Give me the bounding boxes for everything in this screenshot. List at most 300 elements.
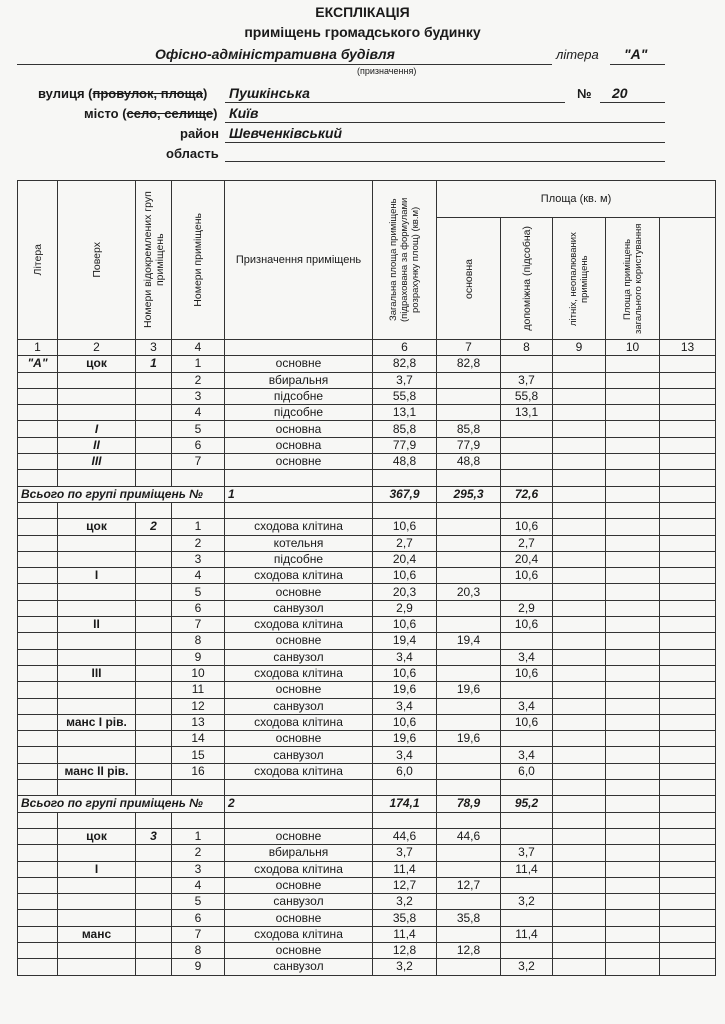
table-row [18,633,716,649]
total-area-cell: 11,4 [373,926,437,942]
main-area-cell: 82,8 [437,356,501,372]
litera-cell [18,519,58,535]
main-area-cell [437,861,501,877]
main-area-cell [437,617,501,633]
main-area-cell: 12,7 [437,877,501,893]
document-title: ЕКСПЛІКАЦІЯ [315,4,410,20]
table-row [18,763,716,779]
floor-cell: II [58,617,136,633]
table-row [18,372,716,388]
room-number-cell: 2 [172,845,225,861]
total-area-cell: 19,4 [373,633,437,649]
empty-cell [136,780,172,796]
main-area-cell [437,747,501,763]
total-area-cell: 82,8 [373,356,437,372]
aux-area-cell: 6,0 [501,763,553,779]
empty-cell [660,486,716,502]
empty-cell [501,502,553,518]
group-cell [136,877,172,893]
empty-cell [660,584,716,600]
table-row [18,584,716,600]
empty-cell [553,682,606,698]
document-subtitle: приміщень громадського будинку [244,24,481,40]
aux-area-cell [501,584,553,600]
aux-area-cell: 11,4 [501,861,553,877]
floor-cell: III [58,665,136,681]
room-number-cell: 6 [172,600,225,616]
litera-cell [18,584,58,600]
empty-cell [606,698,660,714]
room-number-cell: 6 [172,910,225,926]
room-number-cell: 1 [172,519,225,535]
group-cell [136,682,172,698]
group-cell [136,649,172,665]
empty-cell [553,486,606,502]
empty-cell [660,942,716,958]
empty-cell [606,845,660,861]
empty-cell [553,812,606,828]
table-row [18,519,716,535]
empty-cell [606,372,660,388]
group-cell [136,910,172,926]
total-area-cell: 3,2 [373,959,437,975]
total-area-cell: 12,7 [373,877,437,893]
empty-cell [225,502,373,518]
aux-area-cell [501,454,553,470]
litera-cell [18,437,58,453]
empty-cell [553,959,606,975]
empty-cell [373,502,437,518]
aux-area-cell [501,942,553,958]
empty-cell [225,812,373,828]
empty-cell [660,845,716,861]
empty-cell [606,617,660,633]
empty-cell [606,405,660,421]
room-number-cell: 3 [172,861,225,877]
table-row [18,356,716,372]
empty-cell [660,763,716,779]
empty-cell [553,665,606,681]
floor-cell [58,959,136,975]
floor-cell [58,388,136,404]
total-area-cell: 10,6 [373,617,437,633]
main-area-cell: 48,8 [437,454,501,470]
group-total-aux: 95,2 [501,796,553,812]
total-area-cell: 10,6 [373,714,437,730]
main-area-cell: 19,4 [437,633,501,649]
purpose-cell: основне [225,731,373,747]
group-cell [136,942,172,958]
purpose-cell: підсобне [225,551,373,567]
group-cell [136,617,172,633]
empty-cell [606,454,660,470]
total-area-cell: 44,6 [373,828,437,844]
empty-cell [660,551,716,567]
room-number-cell: 8 [172,942,225,958]
blank-row [18,780,716,796]
empty-cell [553,845,606,861]
litera-cell [18,828,58,844]
header-area-group: Площа (кв. м) [437,181,716,218]
litera-cell [18,617,58,633]
empty-cell [437,470,501,486]
purpose-cell: санвузол [225,649,373,665]
aux-area-cell: 20,4 [501,551,553,567]
empty-cell [606,584,660,600]
group-cell [136,845,172,861]
litera-cell [18,877,58,893]
floor-cell [58,698,136,714]
room-number-cell: 3 [172,551,225,567]
purpose-cell: основне [225,942,373,958]
room-number-cell: 16 [172,763,225,779]
group-cell [136,763,172,779]
total-area-cell: 48,8 [373,454,437,470]
aux-area-cell: 3,4 [501,747,553,763]
empty-cell [501,780,553,796]
room-number-cell: 1 [172,828,225,844]
group-cell [136,568,172,584]
purpose-cell: санвузол [225,698,373,714]
empty-cell [606,812,660,828]
header-auxiliary: допоміжна (підсобна) [501,218,553,340]
empty-cell [553,372,606,388]
district-label: район [180,126,219,141]
total-area-cell: 3,4 [373,698,437,714]
room-number-cell: 15 [172,747,225,763]
empty-cell [58,502,136,518]
litera-cell [18,698,58,714]
total-area-cell: 3,4 [373,747,437,763]
total-area-cell: 3,7 [373,372,437,388]
litera-cell [18,763,58,779]
group-cell [136,665,172,681]
empty-cell [553,519,606,535]
empty-cell [553,942,606,958]
total-area-cell: 2,7 [373,535,437,551]
empty-cell [606,747,660,763]
room-number-cell: 8 [172,633,225,649]
empty-cell [606,861,660,877]
litera-cell [18,747,58,763]
floor-cell: манс II рів. [58,763,136,779]
floor-cell: II [58,437,136,453]
floor-cell [58,584,136,600]
empty-cell [660,617,716,633]
main-area-cell [437,698,501,714]
empty-cell [660,665,716,681]
column-number: 13 [660,340,716,356]
floor-cell: цок [58,519,136,535]
empty-cell [553,877,606,893]
purpose-cell: основна [225,421,373,437]
total-area-cell: 13,1 [373,405,437,421]
empty-cell [660,470,716,486]
purpose-cell: підсобне [225,405,373,421]
explication-table [17,180,716,976]
purpose-caption: (призначення) [357,66,417,76]
total-area-cell: 19,6 [373,731,437,747]
empty-cell [606,796,660,812]
group-cell [136,633,172,649]
group-cell [136,926,172,942]
region-underline [225,161,665,162]
litera-cell [18,926,58,942]
empty-cell [553,747,606,763]
group-cell [136,388,172,404]
main-area-cell: 85,8 [437,421,501,437]
header-main: основна [437,218,501,340]
total-area-cell: 20,4 [373,551,437,567]
aux-area-cell: 10,6 [501,568,553,584]
empty-cell [606,877,660,893]
empty-cell [660,796,716,812]
empty-cell [553,388,606,404]
street-value: Пушкінська [229,85,310,101]
empty-cell [437,812,501,828]
main-area-cell [437,894,501,910]
table-body [18,356,716,975]
floor-cell [58,633,136,649]
room-number-cell: 7 [172,926,225,942]
empty-cell [172,502,225,518]
empty-cell [660,828,716,844]
group-cell [136,437,172,453]
empty-cell [553,649,606,665]
empty-cell [660,894,716,910]
aux-area-cell: 3,4 [501,649,553,665]
empty-cell [606,780,660,796]
header-group-numbers: Номери відокремлених груп приміщень [136,181,172,340]
aux-area-cell: 10,6 [501,665,553,681]
empty-cell [553,437,606,453]
table-row [18,698,716,714]
total-area-cell: 55,8 [373,388,437,404]
table-row [18,747,716,763]
header-litera: Літера [18,181,58,340]
room-number-cell: 5 [172,421,225,437]
litera-cell [18,405,58,421]
aux-area-cell [501,828,553,844]
empty-cell [660,714,716,730]
column-number: 4 [172,340,225,356]
empty-cell [660,682,716,698]
main-area-cell: 12,8 [437,942,501,958]
room-number-cell: 9 [172,649,225,665]
city-value: Київ [229,105,259,121]
empty-cell [136,812,172,828]
aux-area-cell: 3,7 [501,372,553,388]
main-area-cell [437,763,501,779]
empty-cell [660,405,716,421]
header-summer: літніх, неопалюваних приміщень [553,218,606,340]
group-cell [136,454,172,470]
floor-cell: цок [58,828,136,844]
purpose-cell: основне [225,356,373,372]
empty-cell [606,421,660,437]
table-row [18,568,716,584]
floor-cell [58,405,136,421]
group-total-number: 1 [225,486,373,502]
header-common: Площа приміщень загального користування [606,218,660,340]
litera-cell [18,861,58,877]
floor-cell: I [58,421,136,437]
main-area-cell: 44,6 [437,828,501,844]
group-total-area: 367,9 [373,486,437,502]
empty-cell [18,502,58,518]
floor-cell [58,894,136,910]
empty-cell [606,568,660,584]
aux-area-cell: 3,4 [501,698,553,714]
street-underline [225,102,565,103]
blank-row [18,502,716,518]
aux-area-cell: 10,6 [501,714,553,730]
purpose-cell: сходова клітина [225,617,373,633]
table-row [18,405,716,421]
table-row [18,388,716,404]
purpose-cell: санвузол [225,600,373,616]
aux-area-cell: 2,9 [501,600,553,616]
total-area-cell: 19,6 [373,682,437,698]
header-purpose: Призначення приміщень [225,181,373,340]
empty-cell [437,780,501,796]
purpose-cell: вбиральня [225,845,373,861]
number-value: 20 [612,85,628,101]
purpose-cell: підсобне [225,388,373,404]
group-cell [136,698,172,714]
group-cell [136,959,172,975]
aux-area-cell: 3,2 [501,959,553,975]
empty-cell [172,470,225,486]
main-area-cell [437,388,501,404]
empty-cell [606,519,660,535]
empty-cell [606,714,660,730]
empty-cell [606,551,660,567]
purpose-cell: основне [225,910,373,926]
floor-cell [58,649,136,665]
aux-area-cell [501,437,553,453]
floor-cell [58,845,136,861]
city-label: місто (село, селище) [84,106,218,121]
header-room-numbers: Номери приміщень [172,181,225,340]
empty-cell [553,714,606,730]
table-row [18,714,716,730]
room-number-cell: 14 [172,731,225,747]
empty-cell [172,780,225,796]
total-area-cell: 11,4 [373,861,437,877]
total-area-cell: 3,7 [373,845,437,861]
empty-cell [553,405,606,421]
floor-cell [58,747,136,763]
room-number-cell: 7 [172,454,225,470]
group-total-row [18,796,716,812]
empty-cell [58,812,136,828]
purpose-cell: санвузол [225,894,373,910]
empty-cell [553,535,606,551]
group-cell [136,372,172,388]
main-area-cell [437,926,501,942]
empty-cell [606,437,660,453]
empty-cell [660,926,716,942]
room-number-cell: 2 [172,535,225,551]
purpose-cell: сходова клітина [225,763,373,779]
purpose-cell: санвузол [225,747,373,763]
floor-cell: цок [58,356,136,372]
empty-cell [553,926,606,942]
group-cell [136,551,172,567]
group-cell: 3 [136,828,172,844]
group-cell [136,535,172,551]
empty-cell [501,470,553,486]
main-area-cell: 35,8 [437,910,501,926]
empty-cell [553,356,606,372]
litera-cell [18,551,58,567]
empty-cell [660,535,716,551]
purpose-cell: основне [225,877,373,893]
empty-cell [172,812,225,828]
empty-cell [660,568,716,584]
empty-cell [553,600,606,616]
column-number [225,340,373,356]
header-total-area: Загальна площа приміщень (підрахована за формулами розрахунку площ) (кв.м) [373,181,437,340]
room-number-cell: 4 [172,405,225,421]
group-total-row [18,486,716,502]
group-total-aux: 72,6 [501,486,553,502]
empty-cell [373,812,437,828]
table-row [18,649,716,665]
table-row [18,845,716,861]
empty-cell [660,502,716,518]
empty-cell [606,388,660,404]
room-number-cell: 13 [172,714,225,730]
header-floor: Поверх [58,181,136,340]
blank-row [18,470,716,486]
empty-cell [660,437,716,453]
group-cell [136,421,172,437]
main-area-cell [437,551,501,567]
total-area-cell: 12,8 [373,942,437,958]
total-area-cell: 10,6 [373,519,437,535]
aux-area-cell: 10,6 [501,519,553,535]
empty-cell [660,454,716,470]
room-number-cell: 11 [172,682,225,698]
room-number-cell: 12 [172,698,225,714]
total-area-cell: 20,3 [373,584,437,600]
empty-cell [553,894,606,910]
group-total-main: 78,9 [437,796,501,812]
empty-cell [553,796,606,812]
group-cell [136,600,172,616]
purpose-cell: вбиральня [225,372,373,388]
column-number: 8 [501,340,553,356]
litera-cell [18,649,58,665]
empty-cell [553,454,606,470]
purpose-cell: основна [225,437,373,453]
table-row [18,959,716,975]
empty-cell [660,633,716,649]
main-area-cell [437,649,501,665]
empty-cell [606,942,660,958]
group-cell [136,584,172,600]
total-area-cell: 10,6 [373,665,437,681]
floor-cell: III [58,454,136,470]
building-purpose-value: Офісно-адміністративна будівля [155,46,395,62]
group-total-label: Всього по групі приміщень № [18,486,225,502]
empty-cell [660,910,716,926]
table-row [18,421,716,437]
empty-cell [606,356,660,372]
total-area-cell: 3,4 [373,649,437,665]
